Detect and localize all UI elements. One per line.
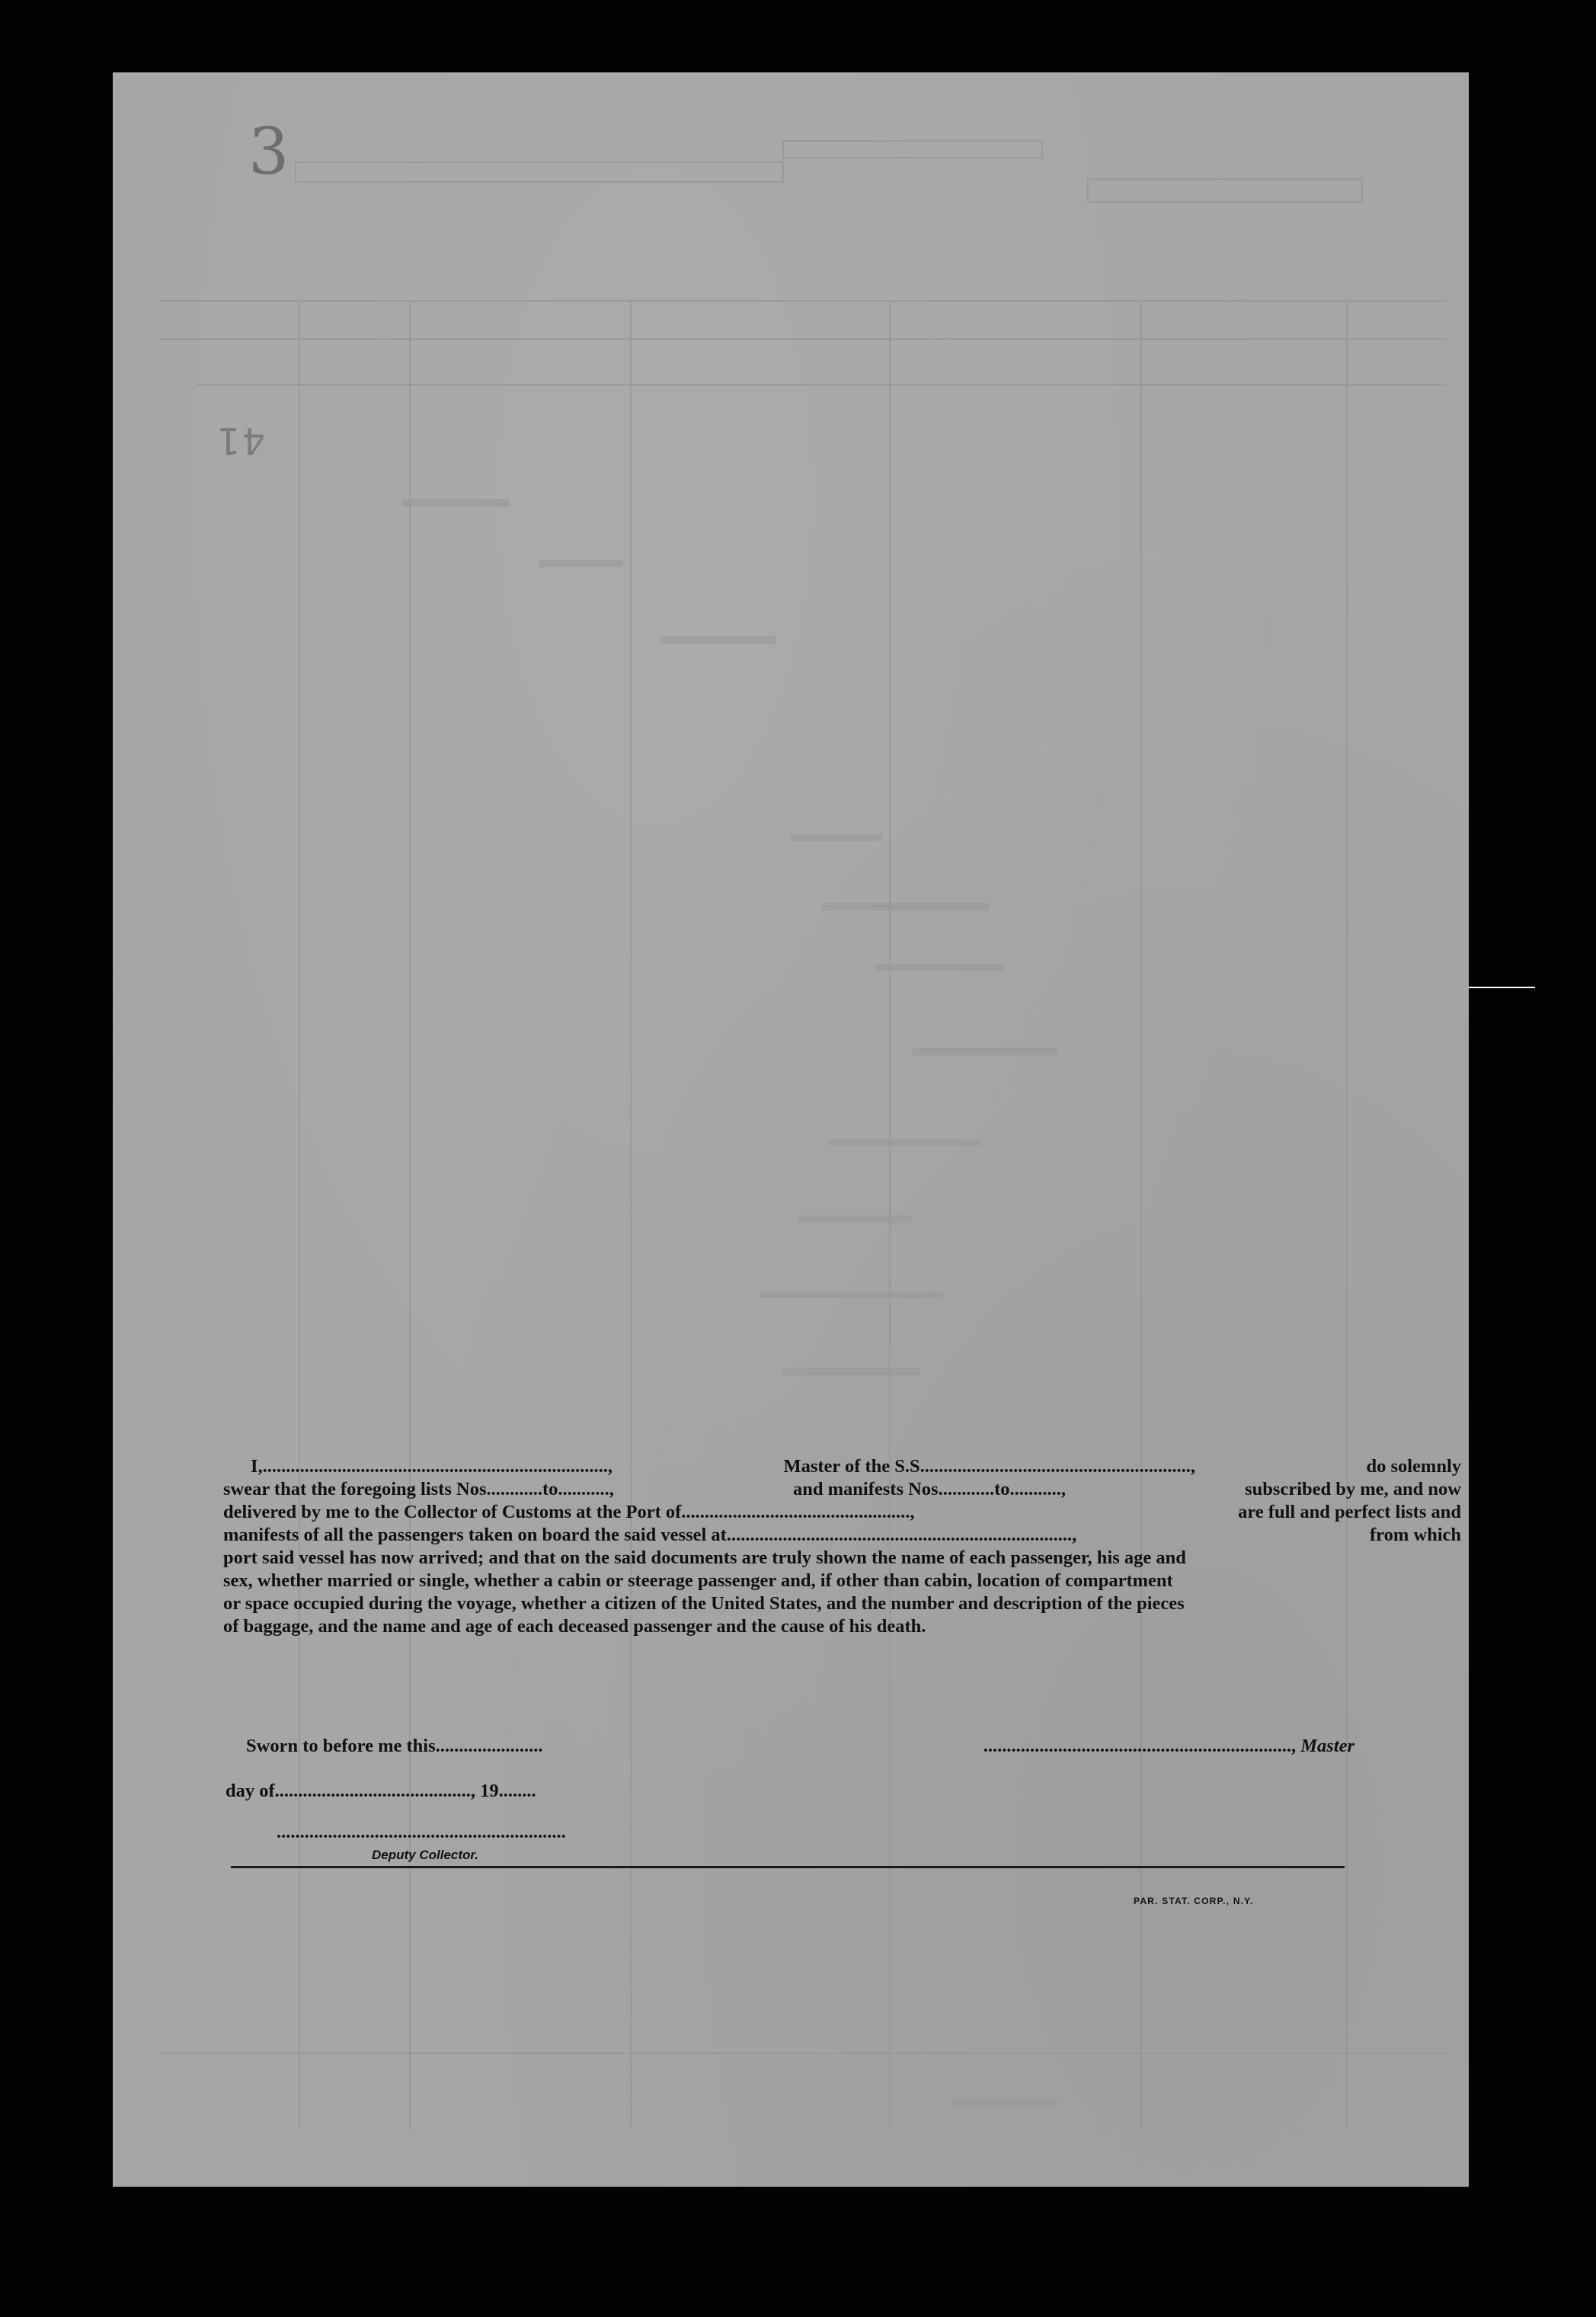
- declaration-text: from which: [1370, 1525, 1461, 1545]
- master-signature-line: [894, 1736, 1355, 1757]
- declaration-text: port said vessel has now arrived; and that on the said documents are truly shown the name of each passenger, his age and: [223, 1547, 1186, 1568]
- declaration-text: of baggage, and the name and age of each deceased passenger and the cause of his death.: [223, 1616, 926, 1637]
- master-signature-dots: ..................................................................,: [983, 1736, 1297, 1756]
- declaration-line: [223, 1455, 1461, 1478]
- sworn-before-line: Sworn to before me this.......................: [246, 1736, 543, 1756]
- manifest-sheet: [113, 72, 1469, 2187]
- declaration-text: are full and perfect lists and: [1238, 1502, 1461, 1522]
- declaration-line: [223, 1524, 1461, 1547]
- edge-mark: [1466, 987, 1535, 988]
- deputy-collector-label: Deputy Collector.: [372, 1848, 478, 1862]
- declaration-text: sex, whether married or single, whether a cabin or steerage passenger and, if other than cabin, location of compartment: [223, 1570, 1173, 1591]
- declaration-line: [223, 1570, 1461, 1592]
- declaration-text: Master of the S.S..........................................................,: [783, 1456, 1196, 1477]
- corner-handwritten-mark: 3: [248, 114, 289, 189]
- bleed-through-ghost: [113, 72, 1469, 2187]
- declaration-text: manifests of all the passengers taken on board the said vessel at..........................................................................,: [223, 1525, 1077, 1545]
- declaration-line: [223, 1478, 1461, 1501]
- declaration-text: do solemnly: [1366, 1456, 1461, 1477]
- master-label: Master: [1300, 1736, 1355, 1756]
- declaration-line: [223, 1615, 1461, 1638]
- declaration-text: and manifests Nos............to...........,: [793, 1479, 1067, 1499]
- day-of-line: day of.........................................., 19........: [225, 1781, 536, 1801]
- declaration-text: I,..........................................................................,: [251, 1456, 613, 1477]
- horizontal-rule: [231, 1866, 1345, 1868]
- declaration-line: [223, 1547, 1461, 1570]
- deputy-signature-dots: ..............................................................: [277, 1822, 566, 1842]
- printer-imprint: PAR. STAT. CORP., N.Y.: [1134, 1896, 1254, 1906]
- page-number-stamp: 41: [216, 419, 266, 462]
- declaration-text: or space occupied during the voyage, whether a citizen of the United States, and the number and description of the pieces: [223, 1593, 1185, 1614]
- declaration-line: [223, 1501, 1461, 1524]
- declaration-text: subscribed by me, and now: [1245, 1479, 1461, 1499]
- masters-oath-declaration: [223, 1455, 1461, 1638]
- declaration-text: swear that the foregoing lists Nos............to...........,: [223, 1479, 614, 1499]
- declaration-text: delivered by me to the Collector of Customs at the Port of.................................................,: [223, 1502, 915, 1522]
- declaration-line: [223, 1592, 1461, 1615]
